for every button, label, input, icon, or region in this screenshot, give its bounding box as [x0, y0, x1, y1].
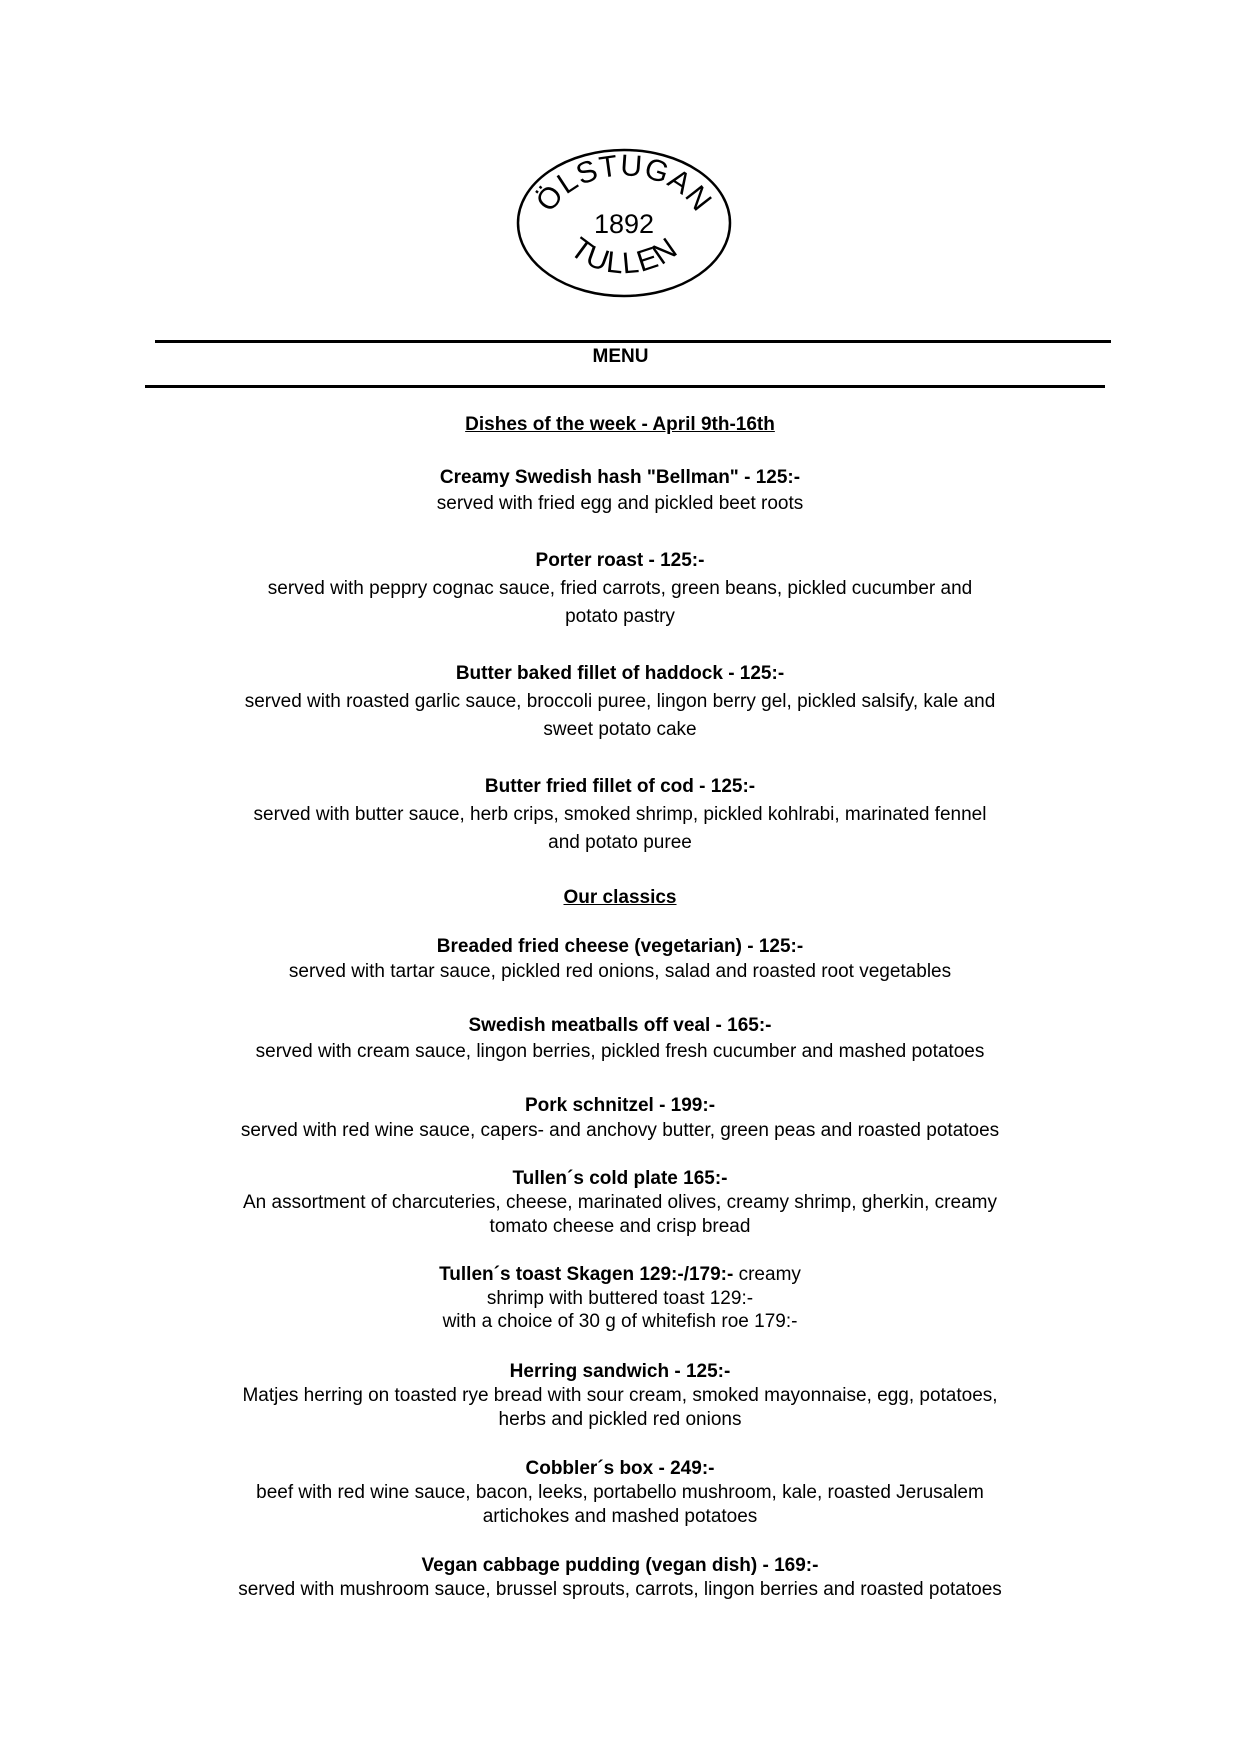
dish-title: Cobbler´s box - 249:- — [525, 1458, 715, 1479]
logo-name: ÖLSTUGAN — [529, 149, 719, 218]
dish-title: Creamy Swedish hash "Bellman" - 125:- — [439, 467, 801, 488]
dish-title: Butter fried fillet of cod - 125:- — [484, 776, 756, 797]
logo-year: 1892 — [593, 209, 655, 239]
dish-description: An assortment of charcuteries, cheese, marinated olives, creamy shrimp, gherkin, creamy — [243, 1192, 997, 1213]
dish-description: artichokes and mashed potatoes — [482, 1506, 758, 1527]
dish-title: Breaded fried cheese (vegetarian) - 125:- — [436, 936, 804, 957]
dish-description: herbs and pickled red onions — [498, 1409, 742, 1430]
dish-description: and potato puree — [548, 832, 692, 853]
dish-description: tomato cheese and crisp bread — [489, 1216, 751, 1237]
week-heading: Dishes of the week - April 9th-16th — [465, 414, 775, 435]
menu-title: MENU — [592, 346, 649, 367]
dish-title: Herring sandwich - 125:- — [509, 1361, 731, 1382]
dish-description: beef with red wine sauce, bacon, leeks, portabello mushroom, kale, roasted Jerusalem — [256, 1482, 984, 1503]
restaurant-logo — [515, 146, 733, 300]
dish-title: Tullen´s cold plate 165:- — [512, 1168, 728, 1189]
dish-description: served with mushroom sauce, brussel sprouts, carrots, lingon berries and roasted potatoes — [238, 1579, 1002, 1600]
dish-description: served with peppry cognac sauce, fried carrots, green beans, pickled cucumber and — [267, 578, 973, 599]
dish-description: served with red wine sauce, capers- and anchovy butter, green peas and roasted potatoes — [240, 1120, 1000, 1141]
dish-description: served with fried egg and pickled beet roots — [436, 493, 804, 514]
dish-title: Porter roast - 125:- — [535, 550, 705, 571]
dish-description: shrimp with buttered toast 129:- — [486, 1288, 754, 1309]
classics-heading: Our classics — [563, 887, 677, 908]
dish-title: Swedish meatballs off veal - 165:- — [468, 1015, 772, 1036]
dish-description: served with tartar sauce, pickled red onions, salad and roasted root vegetables — [288, 961, 952, 982]
dish-description: served with roasted garlic sauce, broccoli puree, lingon berry gel, pickled salsify, kale and — [244, 691, 996, 712]
dish-title: Tullen´s toast Skagen 129:-/179:- — [439, 1264, 734, 1285]
dish-title-suffix: creamy — [733, 1264, 801, 1285]
dish-description: served with cream sauce, lingon berries, pickled fresh cucumber and mashed potatoes — [255, 1041, 985, 1062]
dish-title: Vegan cabbage pudding (vegan dish) - 169:- — [421, 1555, 819, 1576]
dish-description: with a choice of 30 g of whitefish roe 179:- — [442, 1311, 798, 1332]
dish-description: served with butter sauce, herb crips, smoked shrimp, pickled kohlrabi, marinated fennel — [253, 804, 987, 825]
divider-top — [155, 340, 1111, 343]
dish-title: Pork schnitzel - 199:- — [524, 1095, 716, 1116]
dish-title-line — [120, 1262, 1120, 1288]
dish-description: potato pastry — [565, 606, 675, 627]
dish-description: Matjes herring on toasted rye bread with sour cream, smoked mayonnaise, egg, potatoes, — [242, 1385, 998, 1406]
dish-description: sweet potato cake — [543, 719, 697, 740]
dish-title: Butter baked fillet of haddock - 125:- — [455, 663, 785, 684]
logo-place: TULLEN — [564, 231, 684, 281]
divider-bottom — [145, 385, 1105, 388]
